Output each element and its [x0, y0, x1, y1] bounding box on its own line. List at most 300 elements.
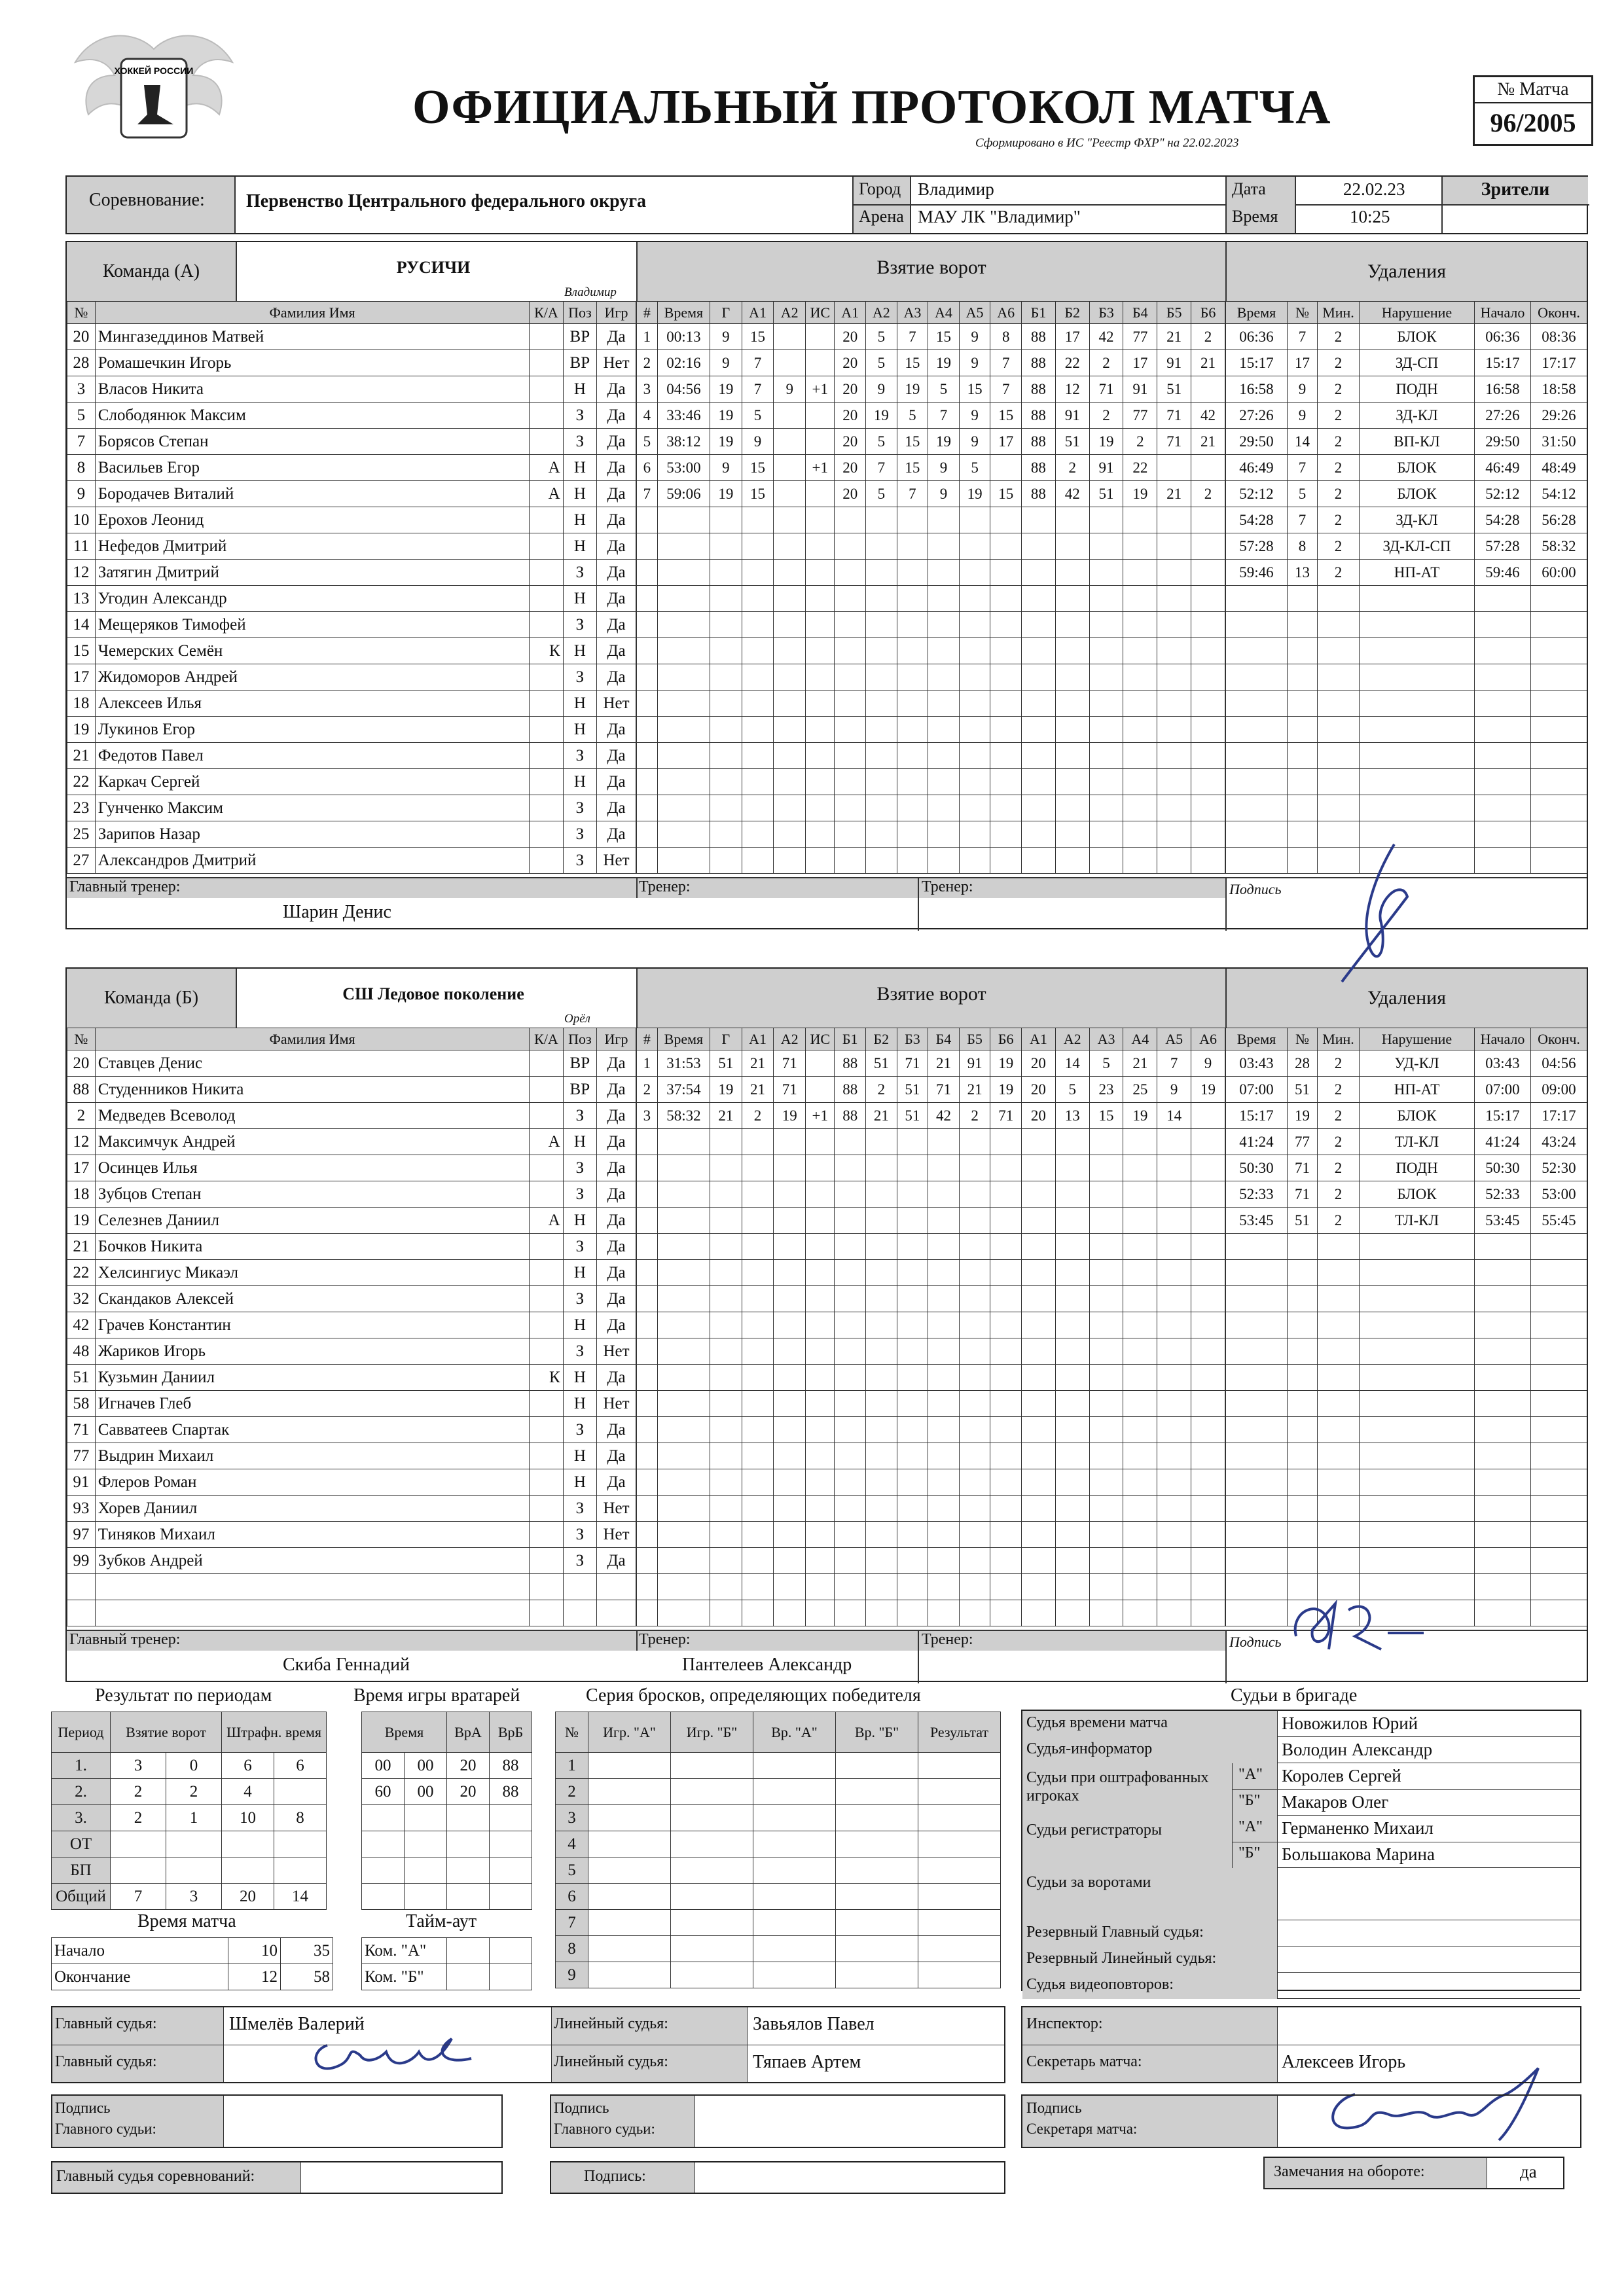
match-time-minutes: 35 [281, 1938, 333, 1964]
player-played: Нет [597, 848, 636, 874]
player-row [67, 455, 636, 481]
goal-cell [637, 560, 658, 586]
goalie-value: 00 [362, 1753, 405, 1779]
goal-cell [1021, 1417, 1055, 1443]
penalty-row [1226, 691, 1587, 717]
shootout-cell [588, 1753, 671, 1779]
penalty-player [1288, 1391, 1318, 1417]
goal-cell [806, 1260, 835, 1286]
player-number: 97 [67, 1522, 96, 1548]
goal-row [637, 1155, 1225, 1181]
goal-cell [866, 821, 897, 848]
goal-cell [806, 1469, 835, 1496]
player-number: 10 [67, 507, 96, 533]
shootout-cell [836, 1910, 918, 1936]
player-name: Осинцев Илья [95, 1155, 530, 1181]
goal-row [637, 664, 1225, 691]
player-name: Кузьмин Даниил [95, 1365, 530, 1391]
goal-scorer: 21 [710, 1103, 742, 1129]
penalty-row [1226, 481, 1587, 507]
player-role [530, 1574, 563, 1600]
period-row [52, 1884, 327, 1910]
goal-cell: 9 [742, 429, 774, 455]
goal-cell: 2 [959, 1103, 990, 1129]
goal-cell: 51 [1055, 429, 1089, 455]
goal-cell [1055, 691, 1089, 717]
goal-cell [959, 1522, 990, 1548]
goal-cell [1089, 507, 1123, 533]
player-played: Да [597, 612, 636, 638]
player-row [67, 1469, 636, 1496]
shootout-table [555, 1712, 1001, 1988]
penalty-col-header: Время [1226, 302, 1288, 324]
goal-cell [637, 691, 658, 717]
goal-cell [866, 1365, 897, 1391]
shootout-cell [671, 1857, 753, 1884]
goal-cell [928, 533, 960, 560]
goal-cell [1089, 664, 1123, 691]
goal-cell [1123, 612, 1157, 638]
goal-cell [1157, 507, 1191, 533]
goal-cell [806, 743, 835, 769]
period-value: 14 [274, 1884, 327, 1910]
goal-row [637, 612, 1225, 638]
goal-cell: 21 [1191, 429, 1225, 455]
goal-cell [1089, 1208, 1123, 1234]
goal-cell [774, 1286, 806, 1312]
player-position: Н [563, 533, 596, 560]
goal-cell: 2 [1123, 429, 1157, 455]
goal-scorer [710, 1286, 742, 1312]
goal-cell [835, 1155, 866, 1181]
goal-cell [1055, 1234, 1089, 1260]
time-value: 10:25 [1350, 207, 1390, 226]
goal-cell: 7 [897, 324, 928, 350]
penalty-time [1226, 717, 1288, 743]
penalty-end [1531, 1417, 1587, 1443]
teamB-frame [65, 967, 1588, 1682]
goal-cell: +1 [806, 455, 835, 481]
period-value [166, 1857, 222, 1884]
match-time-hours: 12 [228, 1964, 281, 1990]
penalty-start: 57:28 [1475, 533, 1531, 560]
player-row [67, 1391, 636, 1417]
player-row [67, 769, 636, 795]
shootout-cell [918, 1753, 1001, 1779]
goal-cell [806, 1129, 835, 1155]
player-row [67, 795, 636, 821]
goal-cell [990, 664, 1022, 691]
player-name: Нефедов Дмитрий [95, 533, 530, 560]
penalty-end [1531, 821, 1587, 848]
goal-col-header: А2 [774, 302, 806, 324]
player-name: Савватеев Спартак [95, 1417, 530, 1443]
player-played: Да [597, 560, 636, 586]
goal-cell [897, 1129, 928, 1155]
penalty-player: 71 [1288, 1155, 1318, 1181]
penalty-end [1531, 691, 1587, 717]
player-role [530, 403, 563, 429]
player-role: А [530, 1129, 563, 1155]
goal-cell [1055, 1312, 1089, 1338]
goal-cell [1191, 1522, 1225, 1548]
goal-cell [1089, 1286, 1123, 1312]
goal-cell [637, 1208, 658, 1234]
goal-cell [637, 586, 658, 612]
goal-cell: 6 [637, 455, 658, 481]
goalie-row [362, 1831, 532, 1857]
goalie-value [490, 1884, 532, 1910]
player-name: Федотов Павел [95, 743, 530, 769]
player-position: ВР [563, 324, 596, 350]
goal-cell [806, 1312, 835, 1338]
goal-cell: 23 [1089, 1077, 1123, 1103]
goal-scorer [710, 638, 742, 664]
goal-cell [866, 533, 897, 560]
player-row [67, 612, 636, 638]
goal-cell: 77 [1123, 324, 1157, 350]
penalty-player [1288, 691, 1318, 717]
goal-time [657, 1443, 710, 1469]
goal-time [657, 821, 710, 848]
penalty-time [1226, 1312, 1288, 1338]
goal-cell [835, 533, 866, 560]
goal-row [637, 560, 1225, 586]
goal-cell [1191, 612, 1225, 638]
player-role [530, 1469, 563, 1496]
penalty-row [1226, 1338, 1587, 1365]
referee-role-label: Судьи при оштрафованных игроках [1026, 1769, 1209, 1804]
penalty-player: 28 [1288, 1050, 1318, 1077]
player-role [530, 507, 563, 533]
shootout-cell [671, 1805, 753, 1831]
goal-cell [1123, 848, 1157, 874]
penalty-infraction [1360, 1443, 1475, 1469]
goal-cell: 15 [897, 350, 928, 376]
goal-cell [1021, 1208, 1055, 1234]
goal-cell [1157, 1443, 1191, 1469]
goal-cell [1055, 1600, 1089, 1626]
goalie-value [362, 1857, 405, 1884]
goal-cell [866, 1391, 897, 1417]
penalty-row [1226, 1129, 1587, 1155]
goal-time [657, 612, 710, 638]
penalty-start: 07:00 [1475, 1077, 1531, 1103]
penalty-time: 57:28 [1226, 533, 1288, 560]
period-value: 6 [274, 1753, 327, 1779]
goal-cell: 12 [1055, 376, 1089, 403]
player-role [530, 1077, 563, 1103]
goal-cell [774, 560, 806, 586]
penalty-infraction [1360, 1574, 1475, 1600]
goal-cell [1157, 821, 1191, 848]
shootout-cell [753, 1805, 836, 1831]
team-a-signature [1335, 838, 1414, 988]
player-number: 12 [67, 1129, 96, 1155]
player-position: Н [563, 1260, 596, 1286]
penalty-start: 52:33 [1475, 1181, 1531, 1208]
period-row [52, 1753, 327, 1779]
player-number: 22 [67, 769, 96, 795]
goalie-value [447, 1805, 490, 1831]
player-role [530, 1260, 563, 1286]
goal-cell [897, 795, 928, 821]
penalty-infraction: БЛОК [1360, 481, 1475, 507]
goalie-value [362, 1831, 405, 1857]
penalty-player: 13 [1288, 560, 1318, 586]
player-col-header: Игр [597, 302, 636, 324]
goal-scorer [710, 717, 742, 743]
penalty-infraction [1360, 769, 1475, 795]
player-played [597, 1600, 636, 1626]
player-number: 3 [67, 376, 96, 403]
goal-cell [774, 324, 806, 350]
goal-cell [742, 1338, 774, 1365]
goal-cell [866, 848, 897, 874]
player-row [67, 586, 636, 612]
goal-cell [1021, 769, 1055, 795]
goal-col-header: А2 [774, 1028, 806, 1050]
goal-cell [990, 560, 1022, 586]
player-position: Н [563, 481, 596, 507]
goal-cell [866, 638, 897, 664]
player-name: Угодин Александр [95, 586, 530, 612]
shootout-cell [753, 1962, 836, 1988]
penalty-end [1531, 1548, 1587, 1574]
penalty-col-header: Нарушение [1360, 302, 1475, 324]
goal-cell [928, 586, 960, 612]
penalty-time [1226, 1496, 1288, 1522]
player-name: Максимчук Андрей [95, 1129, 530, 1155]
goal-time [657, 1208, 710, 1234]
penalty-infraction: БЛОК [1360, 1181, 1475, 1208]
goal-cell [1191, 1286, 1225, 1312]
goal-cell: 19 [866, 403, 897, 429]
penalties-header-row [1226, 302, 1587, 324]
goal-cell [742, 1129, 774, 1155]
match-time-minutes: 58 [281, 1964, 333, 1990]
goal-cell [897, 664, 928, 691]
penalty-infraction: ПОДН [1360, 1155, 1475, 1181]
player-played: Да [597, 1548, 636, 1574]
player-position: Н [563, 1208, 596, 1234]
goal-time [657, 1365, 710, 1391]
goal-cell [1191, 821, 1225, 848]
player-name: Александров Дмитрий [95, 848, 530, 874]
penalty-end [1531, 1338, 1587, 1365]
goal-cell: 21 [1157, 324, 1191, 350]
player-name: Слободянюк Максим [95, 403, 530, 429]
goalie-row [362, 1805, 532, 1831]
player-row [67, 1312, 636, 1338]
goal-row [637, 691, 1225, 717]
goalie-value: 00 [405, 1753, 447, 1779]
goal-cell [1157, 691, 1191, 717]
goal-cell: 21 [742, 1050, 774, 1077]
goal-cell [806, 481, 835, 507]
goal-cell [1191, 1155, 1225, 1181]
player-position: Н [563, 1443, 596, 1469]
goal-cell: 19 [928, 429, 960, 455]
penalty-player [1288, 1286, 1318, 1312]
goal-cell [1021, 1286, 1055, 1312]
goal-cell [897, 507, 928, 533]
goal-cell: 22 [1123, 455, 1157, 481]
player-row [67, 324, 636, 350]
goal-scorer: 9 [710, 350, 742, 376]
goal-cell [959, 1260, 990, 1286]
shootout-cell [836, 1753, 918, 1779]
goal-scorer [710, 1208, 742, 1234]
goalie-value: 88 [490, 1753, 532, 1779]
goal-cell [1055, 1129, 1089, 1155]
period-row [52, 1805, 327, 1831]
goal-scorer: 51 [710, 1050, 742, 1077]
goal-scorer: 9 [710, 324, 742, 350]
generated-note: Сформировано в ИС "Реестр ФХР" на 22.02.2023 [975, 136, 1239, 150]
goal-cell [990, 612, 1022, 638]
goal-cell [959, 769, 990, 795]
player-col-header: Фамилия Имя [95, 302, 530, 324]
goal-cell [1021, 533, 1055, 560]
penalty-end [1531, 1391, 1587, 1417]
goal-cell [1123, 1600, 1157, 1626]
goal-cell [835, 691, 866, 717]
goal-cell [897, 1522, 928, 1548]
goal-cell [1123, 1548, 1157, 1574]
period-value: 10 [222, 1805, 274, 1831]
shootout-row [556, 1857, 1001, 1884]
goalie-value: 20 [447, 1779, 490, 1805]
goal-time: 02:16 [657, 350, 710, 376]
penalty-end [1531, 848, 1587, 874]
goal-cell [928, 507, 960, 533]
goal-cell [742, 1181, 774, 1208]
referee-row [1022, 1973, 1580, 1999]
goalie-value: 00 [405, 1779, 447, 1805]
period-value: 0 [166, 1753, 222, 1779]
goal-col-header: Б6 [990, 1028, 1022, 1050]
penalty-end [1531, 638, 1587, 664]
goal-cell [1191, 691, 1225, 717]
player-position: З [563, 821, 596, 848]
player-role [530, 612, 563, 638]
goal-time [657, 1548, 710, 1574]
goal-cell [806, 429, 835, 455]
goal-cell: 20 [1021, 1050, 1055, 1077]
penalty-row [1226, 1155, 1587, 1181]
goal-cell [806, 324, 835, 350]
penalty-minutes [1318, 1548, 1360, 1574]
player-row [67, 1600, 636, 1626]
penalty-row [1226, 1286, 1587, 1312]
goal-cell [1191, 1234, 1225, 1260]
penalty-end: 31:50 [1531, 429, 1587, 455]
player-played: Да [597, 1129, 636, 1155]
goal-cell: 20 [1021, 1077, 1055, 1103]
goal-cell: 21 [928, 1050, 960, 1077]
shootout-cell [918, 1962, 1001, 1988]
penalty-start: 27:26 [1475, 403, 1531, 429]
penalty-player [1288, 586, 1318, 612]
goalie-value [490, 1831, 532, 1857]
goal-cell [742, 1260, 774, 1286]
goal-cell [774, 1312, 806, 1338]
goal-cell [928, 848, 960, 874]
goal-cell: 88 [1021, 429, 1055, 455]
goal-cell [866, 1208, 897, 1234]
goal-cell [866, 1548, 897, 1574]
player-number: 20 [67, 1050, 96, 1077]
goal-cell [806, 1522, 835, 1548]
goal-cell [990, 507, 1022, 533]
goal-cell [774, 638, 806, 664]
goal-cell [1055, 1548, 1089, 1574]
teamB-goals-table [636, 1028, 1225, 1626]
goal-time [657, 1496, 710, 1522]
referee-role-label: Судья времени матча [1026, 1714, 1168, 1731]
goal-cell: 5 [866, 481, 897, 507]
goal-cell [1055, 1260, 1089, 1286]
goal-cell [1123, 1391, 1157, 1417]
goal-cell [1021, 1522, 1055, 1548]
penalty-time [1226, 1234, 1288, 1260]
player-number: 42 [67, 1312, 96, 1338]
penalty-end [1531, 612, 1587, 638]
penalty-start: 06:36 [1475, 324, 1531, 350]
player-row [67, 691, 636, 717]
period-value [166, 1831, 222, 1857]
goal-row [637, 586, 1225, 612]
goal-cell [742, 533, 774, 560]
goals-header-row [637, 1028, 1225, 1050]
penalty-start: 54:28 [1475, 507, 1531, 533]
goal-cell: 20 [1021, 1103, 1055, 1129]
player-row [67, 1077, 636, 1103]
goal-cell [897, 612, 928, 638]
goal-cell: 13 [1055, 1103, 1089, 1129]
penalty-minutes: 2 [1318, 481, 1360, 507]
teamB-penalties-table [1225, 1028, 1587, 1626]
goal-cell [1191, 455, 1225, 481]
secretary-sign-box [1021, 2094, 1581, 2148]
goal-cell [1191, 1574, 1225, 1600]
goal-cell: 21 [1157, 481, 1191, 507]
goal-cell [806, 638, 835, 664]
player-number: 21 [67, 743, 96, 769]
goal-cell: 91 [959, 1050, 990, 1077]
players-header-row [67, 1028, 636, 1050]
period-row [52, 1857, 327, 1884]
goal-cell [1055, 743, 1089, 769]
pim-header: Штрафн. время [222, 1712, 327, 1753]
goal-cell [990, 1574, 1022, 1600]
goal-cell [1191, 638, 1225, 664]
penalty-time: 53:45 [1226, 1208, 1288, 1234]
goal-cell [928, 1260, 960, 1286]
goal-cell [1191, 560, 1225, 586]
arena-value: МАУ ЛК "Владимир" [918, 207, 1081, 226]
shootout-cell [836, 1936, 918, 1962]
goal-time: 58:32 [657, 1103, 710, 1129]
goal-cell: 15 [897, 455, 928, 481]
player-played: Да [597, 1260, 636, 1286]
penalty-end: 43:24 [1531, 1129, 1587, 1155]
goal-cell [835, 795, 866, 821]
goal-cell [1021, 1548, 1055, 1574]
penalty-player [1288, 1417, 1318, 1443]
goal-cell [1089, 1496, 1123, 1522]
